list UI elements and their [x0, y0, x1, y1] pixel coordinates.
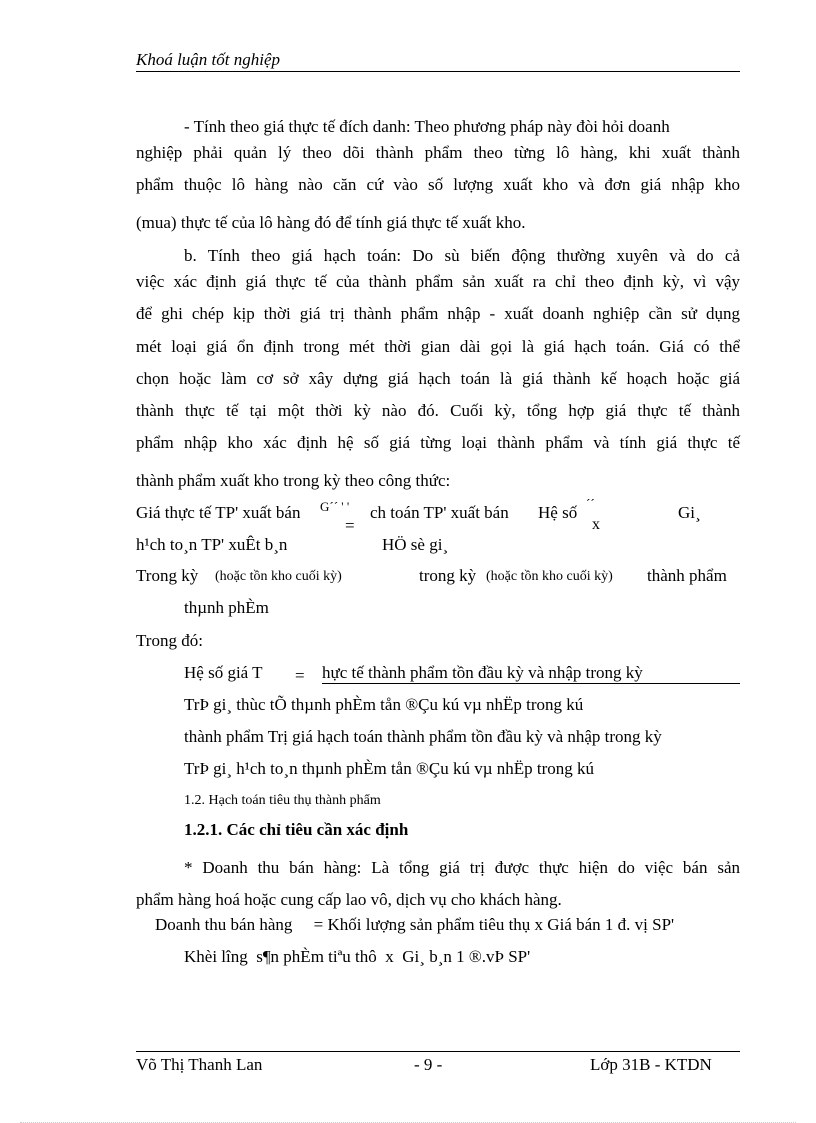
fraction-rule: [322, 683, 740, 684]
footer-author: Võ Thị Thanh Lan: [136, 1055, 263, 1074]
formula1-row2a: h¹ch to¸n TP' xuÊt b¸n: [136, 535, 288, 554]
para1-line3: phẩm thuộc lô hàng nào căn cứ vào số lượng xuất kho và đơn giá nhập kho: [136, 175, 740, 194]
formula1-row3d: (hoặc tồn kho cuối kỳ): [486, 569, 613, 584]
para2-line8: thành phẩm xuất kho trong kỳ theo công thức:: [136, 471, 451, 490]
header-title: Khoá luận tốt nghiệp: [136, 50, 281, 69]
formula3-line1: Doanh thu bán hàng = Khối lượng sản phẩm tiêu thụ x Giá bán 1 đ. vị SP': [155, 915, 675, 934]
header-rule: [136, 71, 740, 72]
para1-line4: (mua) thực tế của lô hàng đó để tính giá thực tế xuất kho.: [136, 213, 526, 232]
formula1-left: Giá thực tế TP' xuất bán: [136, 503, 301, 522]
para2-line6: thành thực tế tại một thời kỳ nào đó. Cuối kỳ, tổng hợp giá thực tế thành: [136, 401, 740, 420]
formula2-line3: thành phẩm Trị giá hạch toán thành phẩm tồn đầu kỳ và nhập trong kỳ: [184, 727, 662, 746]
formula1-mid2: ch toán TP' xuất bán: [370, 503, 509, 522]
para1-line2: nghiệp phải quản lý theo dõi thành phẩm theo từng lô hàng, khi xuất thành: [136, 143, 740, 162]
para2-line5: chọn hoặc làm cơ sở xây dựng giá hạch toán là giá thành kế hoạch hoặc giá: [136, 369, 740, 388]
formula1-mid: G´´ ' ': [320, 499, 350, 514]
formula2-numerator: hực tế thành phẩm tồn đầu kỳ và nhập trong kỳ: [322, 663, 643, 682]
formula3-line2: Khèi lîng s¶n phÈm tiªu thô x Gi¸ b¸n 1 ®.vÞ SP': [184, 947, 531, 966]
para3-line1: * Doanh thu bán hàng: Là tổng giá trị được thực hiện do việc bán sản: [184, 858, 740, 877]
footer-rule: [136, 1051, 740, 1052]
para2-line1: b. Tính theo giá hạch toán: Do sù biến động thường xuyên và do cả: [184, 246, 740, 265]
formula1-hs: Hệ số: [538, 503, 578, 522]
formula1-hs-mark: ´´: [586, 496, 595, 511]
formula2-line4: TrÞ gi¸ h¹ch to¸n thµnh phÈm tån ®Çu kú vµ nhËp trong kú: [184, 759, 595, 778]
para2-line7: phẩm nhập kho xác định hệ số giá từng loại thành phẩm và tính giá thực tế: [136, 433, 740, 452]
para3-line2: phẩm hàng hoá hoặc cung cấp lao vô, dịch vụ cho khách hàng.: [136, 890, 562, 909]
para2-line2: việc xác định giá thực tế của thành phẩm sản xuất ra chỉ theo định kỳ, vì vậy: [136, 272, 740, 291]
formula1-row3c: trong kỳ: [419, 566, 477, 585]
para1-line1: - Tính theo giá thực tế đích danh: Theo phương pháp này đòi hỏi doanh: [184, 117, 670, 136]
section-title: 1.2.1. Các chỉ tiêu cần xác định: [184, 820, 409, 839]
trong-do: Trong đó:: [136, 631, 203, 650]
section-small-heading: 1.2. Hạch toán tiêu thụ thành phẩm: [184, 793, 381, 808]
formula2-line2: TrÞ gi¸ thùc tÕ thµnh phÈm tån ®Çu kú vµ nhËp trong kú: [184, 695, 584, 714]
formula2-label: Hệ số giá T: [184, 663, 263, 682]
formula1-row3e: thành phẩm: [647, 566, 727, 585]
footer-page-number: - 9 -: [414, 1055, 443, 1074]
formula1-row2b: HÖ sè gi¸: [382, 535, 449, 554]
para2-line4: mét loại giá ổn định trong mét thời gian dài gọi là giá hạch toán. Giá có thể: [136, 337, 740, 356]
formula1-row3b: (hoặc tồn kho cuối kỳ): [215, 569, 342, 584]
formula1-eq: =: [345, 516, 355, 535]
para2-line3: để ghi chép kịp thời giá trị thành phẩm nhập - xuất doanh nghiệp cần sử dụng: [136, 304, 740, 323]
formula2-eq: =: [295, 666, 305, 685]
formula1-row3a: Trong kỳ: [136, 566, 199, 585]
formula1-x: x: [592, 516, 600, 533]
formula1-gi: Gi¸: [678, 503, 701, 522]
footer-class: Lớp 31B - KTDN: [590, 1055, 712, 1074]
formula1-row4: thµnh phÈm: [184, 598, 269, 617]
